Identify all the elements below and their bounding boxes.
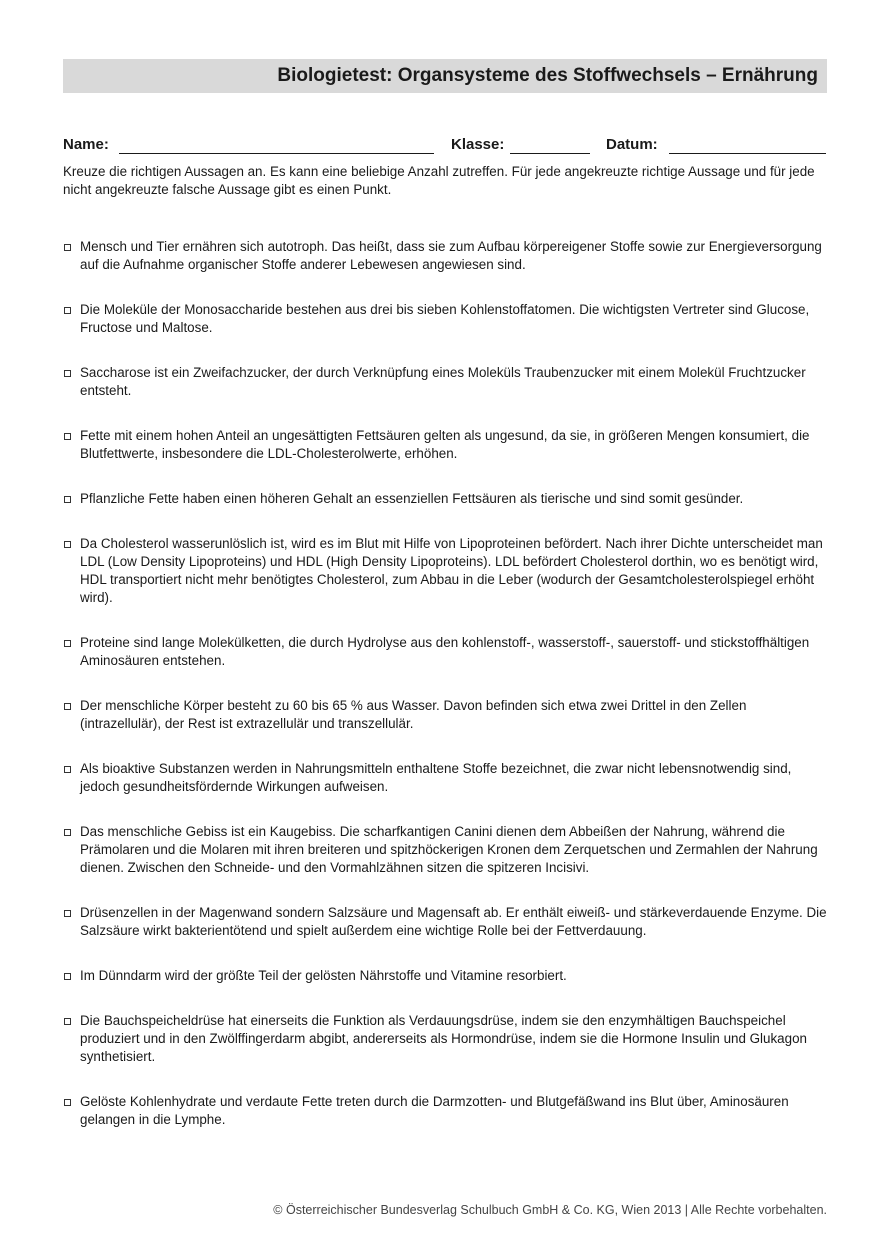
statement-item (63, 1093, 829, 1129)
statement-text: Mensch und Tier ernähren sich autotroph. Das heißt, dass sie zum Aufbau körpereigener Stoffe sowie zur Energieversorgung auf die Aufnahme organischer Stoffe anderer Lebewesen angewiesen sind. (80, 239, 822, 272)
statement-text: Im Dünndarm wird der größte Teil der gelösten Nährstoffe und Vitamine resorbiert. (80, 968, 567, 983)
statement-text: Der menschliche Körper besteht zu 60 bis 65 % aus Wasser. Davon befinden sich etwa zwei Drittel in den Zellen (intrazellulär), der Rest ist extrazellulär und transzellulär. (80, 698, 747, 731)
checkbox[interactable] (64, 829, 71, 836)
statement-item (63, 1012, 829, 1066)
statement-text: Pflanzliche Fette haben einen höheren Gehalt an essenziellen Fettsäuren als tierische und sind somit gesünder. (80, 491, 744, 506)
checkbox[interactable] (64, 496, 71, 503)
statement-text: Proteine sind lange Molekülketten, die durch Hydrolyse aus den kohlenstoff-, wasserstoff-, sauerstoff- und stickstoffhältigen Aminosäuren entstehen. (80, 635, 810, 668)
statement-item (63, 967, 829, 985)
checkbox[interactable] (64, 766, 71, 773)
copyright-footer: © Österreichischer Bundesverlag Schulbuch GmbH & Co. KG, Wien 2013 | Alle Rechte vorbehalten. (273, 1203, 827, 1217)
statement-item (63, 760, 829, 796)
student-info-fields (63, 136, 827, 158)
checkbox[interactable] (64, 1018, 71, 1025)
checkbox[interactable] (64, 307, 71, 314)
checkbox[interactable] (64, 370, 71, 377)
checkbox[interactable] (64, 244, 71, 251)
statement-text: Drüsenzellen in der Magenwand sondern Salzsäure und Magensaft ab. Er enthält eiweiß- und stärkeverdauende Enzyme. Die Salzsäure wirkt bakterientötend und spielt außerdem eine wichtige Rolle bei der Fettverdauung. (80, 905, 827, 938)
statement-list (63, 238, 829, 1156)
datum-field[interactable] (669, 153, 826, 154)
checkbox[interactable] (64, 703, 71, 710)
checkbox[interactable] (64, 910, 71, 917)
statement-item (63, 904, 829, 940)
datum-label: Datum: (606, 136, 658, 153)
statement-item (63, 634, 829, 670)
statement-item (63, 823, 829, 877)
statement-item (63, 301, 829, 337)
checkbox[interactable] (64, 640, 71, 647)
statement-item (63, 427, 829, 463)
checkbox[interactable] (64, 541, 71, 548)
statement-text: Die Moleküle der Monosaccharide bestehen aus drei bis sieben Kohlenstoffatomen. Die wichtigsten Vertreter sind Glucose, Fructose und Maltose. (80, 302, 810, 335)
klasse-field[interactable] (510, 153, 590, 154)
statement-text: Als bioaktive Substanzen werden in Nahrungsmitteln enthaltene Stoffe bezeichnet, die zwar nicht lebensnotwendig sind, jedoch gesundheitsfördernde Wirkungen aufweisen. (80, 761, 792, 794)
checkbox[interactable] (64, 433, 71, 440)
name-label: Name: (63, 136, 109, 153)
statement-item (63, 535, 829, 607)
statement-item (63, 697, 829, 733)
klasse-label: Klasse: (451, 136, 505, 153)
instructions: Kreuze die richtigen Aussagen an. Es kann eine beliebige Anzahl zutreffen. Für jede angekreuzte richtige Aussage und für jede nicht angekreuzte falsche Aussage gibt es einen Punkt. (63, 164, 815, 197)
statement-item (63, 238, 829, 274)
statement-item (63, 364, 829, 400)
statement-item (63, 490, 829, 508)
statement-text: Fette mit einem hohen Anteil an ungesättigten Fettsäuren gelten als ungesund, da sie, in größeren Mengen konsumiert, die Blutfettwerte, insbesondere die LDL-Cholesterolwerte, erhöhen. (80, 428, 810, 461)
statement-text: Das menschliche Gebiss ist ein Kaugebiss. Die scharfkantigen Canini dienen dem Abbeißen der Nahrung, während die Prämolaren und die Molaren mit ihren breiteren und spitzhöckerigen Kronen dem Zerquetschen und Zermahlen der Nahrung dienen. Zwischen den Schneide- und den Vormahlzähnen sitzen die spitzeren Incisivi. (80, 824, 818, 875)
statement-text: Die Bauchspeicheldrüse hat einerseits die Funktion als Verdauungsdrüse, indem sie den enzymhältigen Bauchspeichel produziert und in den Zwölffingerdarm abgibt, andererseits als Hormondrüse, indem sie die Hormone Insulin und Glukagon synthetisiert. (80, 1013, 807, 1064)
title-bar (63, 59, 827, 93)
statement-text: Saccharose ist ein Zweifachzucker, der durch Verknüpfung eines Moleküls Traubenzucker mit einem Molekül Fruchtzucker entsteht. (80, 365, 806, 398)
checkbox[interactable] (64, 973, 71, 980)
checkbox[interactable] (64, 1099, 71, 1106)
page-title: Biologietest: Organsysteme des Stoffwechsels – Ernährung (277, 65, 818, 86)
name-field[interactable] (119, 153, 434, 154)
statement-text: Gelöste Kohlenhydrate und verdaute Fette treten durch die Darmzotten- und Blutgefäßwand ins Blut über, Aminosäuren gelangen in die Lymphe. (80, 1094, 789, 1127)
statement-text: Da Cholesterol wasserunlöslich ist, wird es im Blut mit Hilfe von Lipoproteinen befördert. Nach ihrer Dichte unterscheidet man LDL (Low Density Lipoproteins) und HDL (High Density Lipoproteins). LDL befördert Cholesterol dorthin, wo es benötigt wird, HDL transportiert nicht mehr benötigtes Cholesterol, zum Abbau in die Leber (wodurch der Gesamtcholesterolspiegel erhöht wird). (80, 536, 823, 605)
